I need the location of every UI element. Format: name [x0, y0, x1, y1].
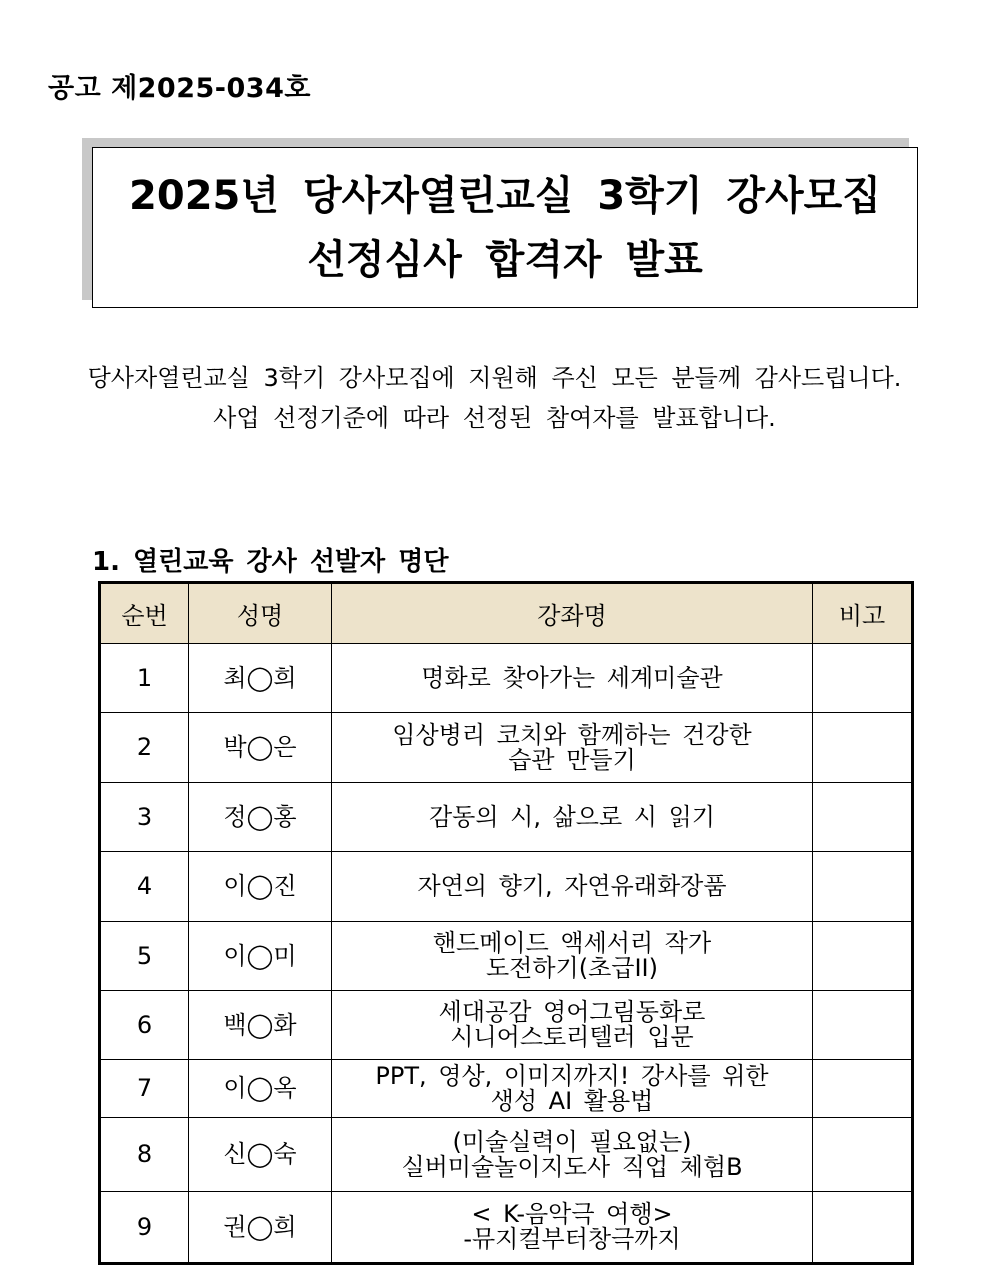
cell-course: [332, 783, 813, 852]
cell-note: [813, 852, 913, 922]
cell-note: [813, 1118, 913, 1192]
cell-course: [332, 991, 813, 1060]
cell-name: 백◯화: [189, 991, 332, 1060]
course-line-2: 생성 AI 활용법: [490, 1086, 654, 1115]
cell-no: 3: [100, 783, 189, 852]
cell-course: [332, 644, 813, 713]
intro-line-2: 사업 선정기준에 따라 선정된 참여자를 발표합니다.: [213, 404, 776, 432]
cell-name: 신◯숙: [189, 1118, 332, 1192]
cell-course: [332, 1118, 813, 1192]
notice-number: 공고 제2025-034호: [48, 73, 311, 104]
cell-course: [332, 713, 813, 783]
cell-no: 8: [100, 1118, 189, 1192]
cell-note: [813, 1060, 913, 1118]
cell-note: [813, 783, 913, 852]
cell-name: 최◯희: [189, 644, 332, 713]
table-row: [100, 1118, 913, 1192]
course-line-1: < K-음악극 여행>: [471, 1200, 673, 1228]
table-row: [100, 644, 913, 713]
cell-course: [332, 1192, 813, 1264]
course-line-2: 시니어스토리텔러 입문: [450, 1023, 694, 1051]
table-row: [100, 713, 913, 783]
cell-name: 이◯미: [189, 922, 332, 991]
cell-no: 6: [100, 991, 189, 1060]
course-line-1: (미술실력이 필요없는): [452, 1127, 692, 1156]
selection-table: [98, 581, 914, 1265]
course-line-1: 임상병리 코치와 함께하는 건강한: [392, 720, 752, 749]
course-line-2: 습관 만들기: [508, 745, 636, 774]
cell-no: 5: [100, 922, 189, 991]
cell-course: [332, 922, 813, 991]
table-row: [100, 1192, 913, 1264]
cell-name: 이◯옥: [189, 1060, 332, 1118]
course-line-2: 실버미술놀이지도사 직업 체험B: [401, 1152, 743, 1181]
header-note: 비고: [813, 583, 913, 644]
header-name: 성명: [189, 583, 332, 644]
course-line-1: 핸드메이드 액세서리 작가: [432, 929, 712, 957]
table-row: [100, 991, 913, 1060]
cell-name: 정◯홍: [189, 783, 332, 852]
header-no: 순번: [100, 583, 189, 644]
title-box: [92, 147, 918, 308]
title-line-1: 2025년 당사자열린교실 3학기 강사모집: [129, 172, 881, 219]
course-line-1: 세대공감 영어그림동화로: [438, 998, 706, 1026]
course-line-1: PPT, 영상, 이미지까지! 강사를 위한: [375, 1061, 769, 1090]
title-line-2: 선정심사 합격자 발표: [307, 236, 703, 283]
cell-no: 2: [100, 713, 189, 783]
cell-name: 박◯은: [189, 713, 332, 783]
course-line-1: 자연의 향기, 자연유래화장품: [417, 872, 727, 900]
table-row: [100, 1060, 913, 1118]
course-line-1: 명화로 찾아가는 세계미술관: [421, 663, 723, 692]
cell-no: 7: [100, 1060, 189, 1118]
cell-course: [332, 1060, 813, 1118]
cell-no: 9: [100, 1192, 189, 1264]
cell-note: [813, 1192, 913, 1264]
course-line-2: 도전하기(초급II): [486, 954, 658, 982]
cell-note: [813, 644, 913, 713]
cell-name: 권◯희: [189, 1192, 332, 1264]
cell-name: 이◯진: [189, 852, 332, 922]
section-heading: 1. 열린교육 강사 선발자 명단: [92, 547, 449, 577]
cell-note: [813, 991, 913, 1060]
table-row: [100, 922, 913, 991]
table-header-row: [100, 583, 913, 644]
cell-no: 4: [100, 852, 189, 922]
course-line-1: 감동의 시, 삶으로 시 읽기: [429, 802, 715, 831]
course-line-2: -뮤지컬부터창극까지: [463, 1225, 681, 1253]
header-course: 강좌명: [332, 583, 813, 644]
cell-no: 1: [100, 644, 189, 713]
table-row: [100, 852, 913, 922]
cell-course: [332, 852, 813, 922]
cell-note: [813, 922, 913, 991]
cell-note: [813, 713, 913, 783]
table-row: [100, 783, 913, 852]
intro-line-1: 당사자열린교실 3학기 강사모집에 지원해 주신 모든 분들께 감사드립니다.: [87, 364, 902, 392]
